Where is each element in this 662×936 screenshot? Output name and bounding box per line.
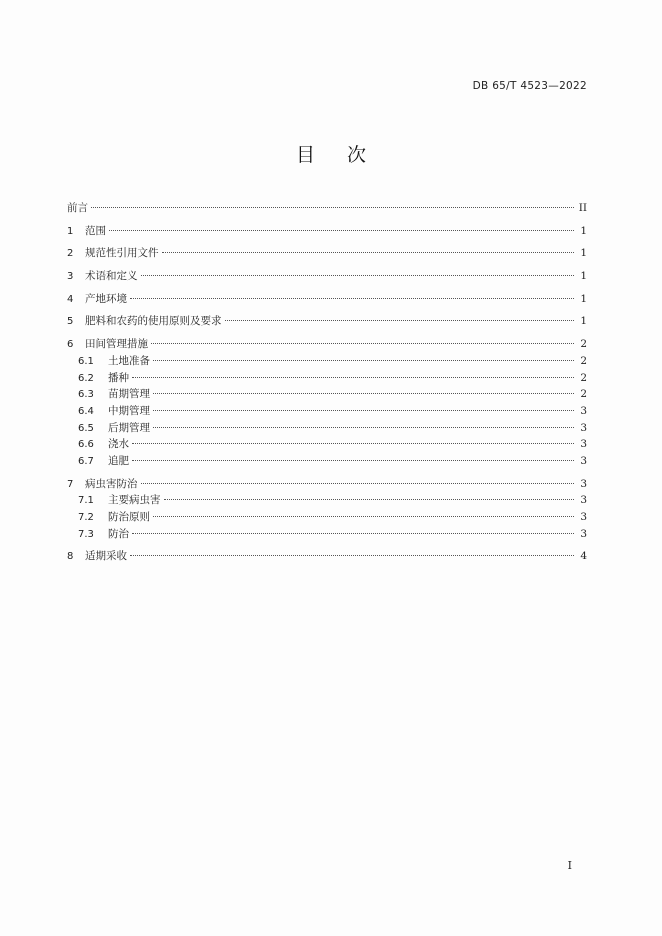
toc-entry-page: 3	[580, 511, 587, 523]
toc-entry-number: 6.1	[78, 355, 94, 367]
toc-leader-dots	[132, 533, 574, 534]
toc-leader-dots	[141, 483, 575, 484]
toc-entry-page: 1	[580, 224, 587, 237]
toc-entry-number: 7.1	[78, 495, 94, 507]
toc-entry-page: 3	[580, 404, 587, 417]
toc-entry-number: 6.4	[78, 405, 94, 417]
toc-leader-dots	[153, 516, 574, 517]
toc-entry-label: 产地环境	[85, 292, 127, 305]
toc-entry-number: 6	[67, 339, 74, 351]
toc-leader-dots	[109, 230, 574, 231]
toc-entry-number: 6.3	[78, 389, 94, 401]
toc-entry-label: 防治原则	[108, 511, 150, 523]
toc-entry-label: 前言	[67, 202, 88, 214]
toc-entry[interactable]	[67, 223, 587, 240]
toc-entry-number: 7	[67, 478, 74, 490]
toc-entry[interactable]	[67, 200, 587, 217]
toc-entry-label: 土地准备	[108, 354, 150, 367]
toc-entry-number: 7.2	[78, 512, 94, 523]
toc-entry-page: 2	[580, 371, 587, 384]
toc-leader-dots	[153, 360, 574, 361]
toc-leader-dots	[91, 207, 574, 208]
toc-entry[interactable]	[67, 336, 587, 353]
toc-leader-dots	[132, 460, 574, 461]
toc-entry[interactable]	[67, 245, 587, 262]
toc-entry-number: 7.3	[78, 528, 94, 540]
toc-entry-label: 范围	[85, 224, 106, 237]
toc-entry-label: 苗期管理	[108, 388, 150, 401]
toc-entry-label: 肥料和农药的使用原则及要求	[85, 315, 222, 328]
toc-entry[interactable]	[67, 370, 587, 387]
toc-entry-page: 1	[580, 270, 587, 283]
toc-entry-number: 8	[67, 551, 74, 563]
toc-entry-label: 适期采收	[85, 550, 127, 563]
page-title: 目次	[295, 144, 398, 166]
toc-entry-label: 规范性引用文件	[85, 247, 159, 260]
toc-entry[interactable]	[67, 453, 587, 470]
toc-entry-label: 田间管理措施	[85, 338, 148, 351]
toc-entry-page: 2	[580, 354, 587, 367]
table-of-contents	[67, 200, 587, 565]
toc-entry-label: 术语和定义	[85, 270, 138, 283]
toc-entry-page: 3	[580, 454, 587, 467]
toc-entry[interactable]	[67, 436, 587, 453]
toc-entry-label: 追肥	[108, 454, 129, 467]
toc-entry-page: 1	[580, 315, 587, 328]
toc-entry-page: 2	[580, 338, 587, 351]
toc-entry-page: 3	[580, 477, 587, 490]
toc-leader-dots	[225, 320, 575, 321]
toc-entry-label: 病虫害防治	[85, 477, 138, 490]
toc-entry-label: 播种	[108, 371, 129, 384]
toc-entry-page: 3	[580, 421, 587, 434]
toc-entry-label: 后期管理	[108, 421, 150, 434]
toc-entry-number: 5	[67, 316, 74, 328]
toc-entry[interactable]	[67, 476, 587, 493]
toc-entry-number: 3	[67, 271, 74, 283]
toc-leader-dots	[132, 443, 574, 444]
toc-leader-dots	[132, 377, 574, 378]
toc-entry-number: 2	[67, 248, 74, 260]
toc-leader-dots	[162, 252, 575, 253]
toc-entry-page: 3	[580, 438, 587, 451]
toc-entry-number: 1	[67, 225, 74, 237]
toc-leader-dots	[130, 298, 574, 299]
toc-entry-number: 6.5	[78, 422, 94, 434]
toc-leader-dots	[153, 410, 574, 411]
toc-leader-dots	[151, 343, 574, 344]
toc-entry-page: II	[578, 202, 587, 214]
toc-entry[interactable]	[67, 420, 587, 437]
toc-entry[interactable]	[67, 268, 587, 285]
toc-entry[interactable]	[67, 403, 587, 420]
toc-entry[interactable]	[67, 313, 587, 330]
toc-entry[interactable]	[67, 353, 587, 370]
toc-entry-label: 主要病虫害	[108, 494, 161, 507]
toc-entry-number: 4	[67, 293, 74, 305]
toc-entry-label: 防治	[108, 527, 129, 540]
toc-entry[interactable]	[67, 386, 587, 403]
toc-entry-page: 1	[580, 247, 587, 260]
toc-entry-page: 3	[580, 527, 587, 540]
toc-entry[interactable]	[67, 526, 587, 543]
toc-entry-page: 2	[580, 388, 587, 401]
toc-entry[interactable]	[67, 509, 587, 526]
toc-entry-label: 中期管理	[108, 404, 150, 417]
footer-page-number: I	[567, 859, 572, 872]
toc-entry-page: 3	[580, 494, 587, 507]
toc-leader-dots	[141, 275, 575, 276]
toc-leader-dots	[153, 393, 574, 394]
toc-entry-label: 浇水	[108, 438, 129, 451]
toc-entry[interactable]	[67, 548, 587, 565]
toc-entry[interactable]	[67, 291, 587, 308]
document-code: DB 65/T 4523—2022	[472, 80, 587, 92]
toc-leader-dots	[153, 427, 574, 428]
toc-entry-number: 6.2	[78, 372, 94, 384]
toc-entry-page: 4	[580, 550, 587, 563]
toc-entry[interactable]	[67, 492, 587, 509]
toc-leader-dots	[130, 555, 574, 556]
toc-leader-dots	[164, 499, 575, 500]
toc-entry-number: 6.6	[78, 439, 94, 451]
toc-entry-number: 6.7	[78, 455, 94, 467]
toc-entry-page: 1	[580, 292, 587, 305]
